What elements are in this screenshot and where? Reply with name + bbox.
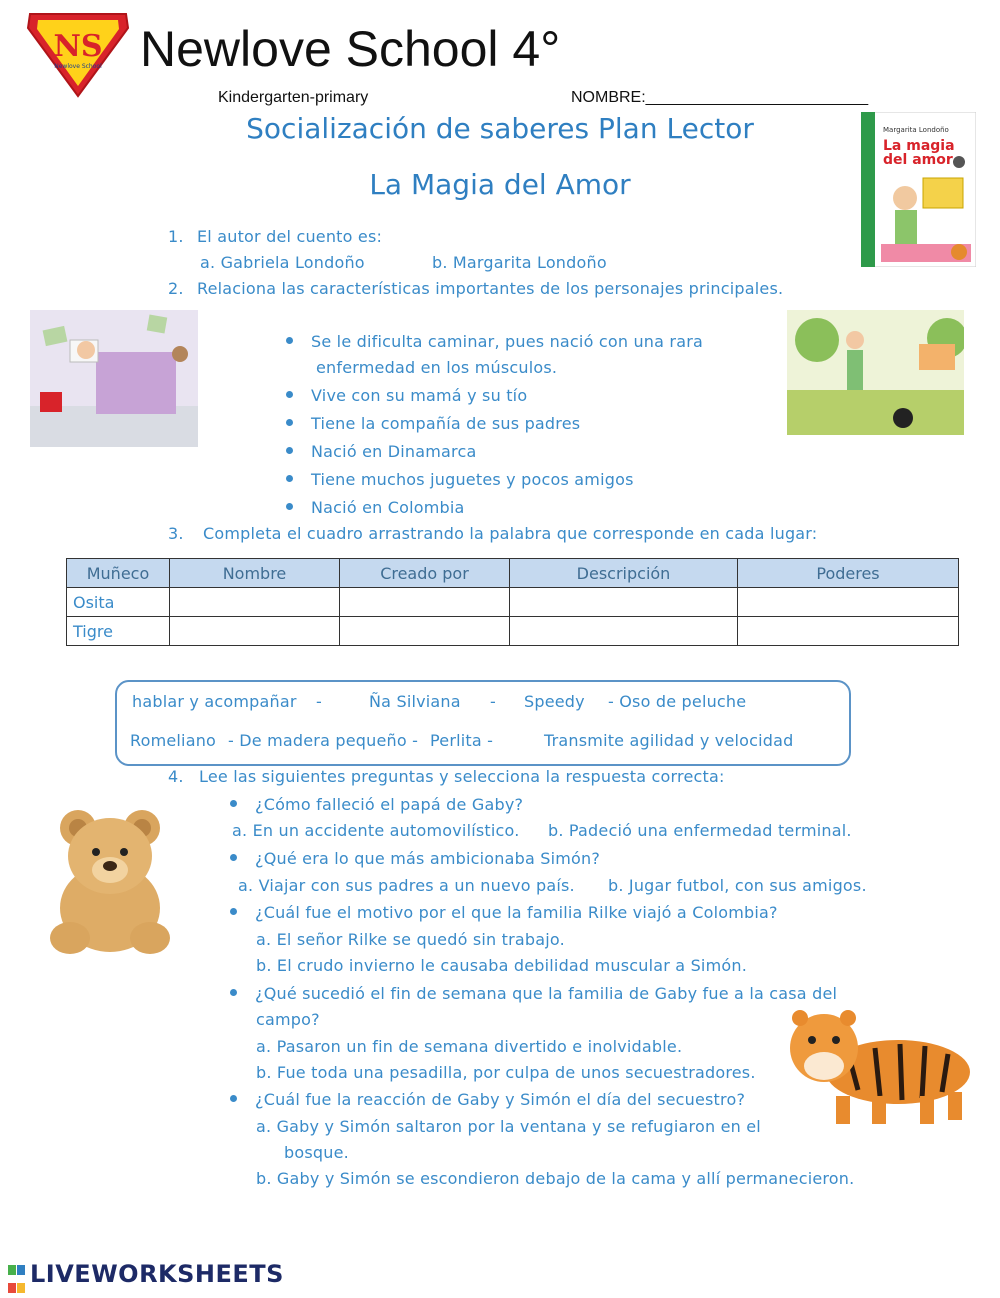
table-header-row [67,559,959,588]
q2-item-2[interactable]: Tiene la compañía de sus padres [286,414,580,433]
subtitle: Kindergarten-primary [218,89,369,106]
word-transmite-agilidad[interactable]: Transmite agilidad y velocidad [544,731,794,750]
col-header-descripcion: Descripción [510,559,738,588]
drop-cell[interactable] [738,588,959,617]
col-header-muneco: Muñeco [67,559,170,588]
q2-number: 2. [168,279,184,298]
svg-text:NS: NS [53,29,103,64]
q4-p5-option-a[interactable]: a. Gaby y Simón saltaron por la ventana y se refugiaron en el [256,1117,761,1136]
girl-in-bed-image [30,310,198,447]
school-logo [24,6,132,98]
q2-item-0-continued: enfermedad en los músculos. [316,358,558,377]
boy-playing-soccer-image [787,310,964,435]
tiger-image [780,1000,980,1130]
q4-p2-option-a[interactable]: a. Viajar con sus padres a un nuevo país. [238,876,575,895]
teddy-bear-image [40,798,180,958]
q2-text: Relaciona las características importantes de los personajes principales. [197,279,784,298]
word-perlita[interactable]: Perlita - [430,731,494,750]
word-romeliano[interactable]: Romeliano [130,731,217,750]
drop-cell[interactable] [510,617,738,646]
table-row [67,617,959,646]
word-de-madera-pequeno[interactable]: - De madera pequeño - [228,731,419,750]
q4-p4-option-b[interactable]: b. Fue toda una pesadilla, por culpa de unos secuestradores. [256,1063,756,1082]
table-row [67,588,959,617]
q4-p2-question: ¿Qué era lo que más ambicionaba Simón? [230,849,600,868]
q4-p4-question: ¿Qué sucedió el fin de semana que la familia de Gaby fue a la casa del [230,984,837,1003]
drop-cell[interactable] [170,617,340,646]
q4-text: Lee las siguientes preguntas y selecciona la respuesta correcta: [199,767,725,786]
q3-number: 3. [168,524,184,543]
drop-cell[interactable] [170,588,340,617]
word-speedy[interactable]: Speedy [524,692,585,711]
col-header-nombre: Nombre [170,559,340,588]
q1-text: El autor del cuento es: [197,227,383,246]
word-separator: - [490,692,496,711]
col-header-creado-por: Creado por [340,559,510,588]
word-na-silviana[interactable]: Ña Silviana [369,692,461,711]
q4-p2-option-b[interactable]: b. Jugar futbol, con sus amigos. [608,876,867,895]
svg-text:Newlove School: Newlove School [54,63,102,70]
q4-p3-option-a[interactable]: a. El señor Rilke se quedó sin trabajo. [256,930,565,949]
liveworksheets-logo-icon [8,1262,25,1298]
q4-p3-option-b[interactable]: b. El crudo invierno le causaba debilidad muscular a Simón. [256,956,747,975]
liveworksheets-brand[interactable]: LIVEWORKSHEETS [30,1260,284,1288]
col-header-poderes: Poderes [738,559,959,588]
drop-cell[interactable] [738,617,959,646]
name-field-label[interactable]: NOMBRE:_________________________ [571,89,869,106]
row-label-tigre: Tigre [67,617,170,646]
q4-p4-question-continued: campo? [256,1010,320,1029]
q4-p5-option-b[interactable]: b. Gaby y Simón se escondieron debajo de la cama y allí permanecieron. [256,1169,855,1188]
q4-p1-option-b[interactable]: b. Padeció una enfermedad terminal. [548,821,852,840]
q2-item-1[interactable]: Vive con su mamá y su tío [286,386,527,405]
q4-p4-option-a[interactable]: a. Pasaron un fin de semana divertido e inolvidable. [256,1037,683,1056]
word-hablar-y-acompanar[interactable]: hablar y acompañar [132,692,297,711]
q1-number: 1. [168,227,184,246]
q3-text: Completa el cuadro arrastrando la palabra que corresponde en cada lugar: [203,524,818,543]
word-separator: - [316,692,322,711]
page-title: Newlove School 4° [140,21,561,77]
q2-item-3[interactable]: Nació en Dinamarca [286,442,477,461]
q4-p1-question: ¿Cómo falleció el papá de Gaby? [230,795,523,814]
q4-p5-option-a-continued: bosque. [284,1143,349,1162]
svg-text:La magia: La magia [883,138,955,154]
q4-number: 4. [168,767,184,786]
book-title: La Magia del Amor [369,168,631,201]
q2-item-0[interactable]: Se le dificulta caminar, pues nació con una rara [286,332,703,351]
q1-option-a[interactable]: a. Gabriela Londoño [200,253,365,272]
q4-p1-option-a[interactable]: a. En un accidente automovilístico. [232,821,520,840]
svg-text:del amor: del amor [883,152,953,168]
q4-p3-question: ¿Cuál fue el motivo por el que la familia Rilke viajó a Colombia? [230,903,778,922]
q2-item-5[interactable]: Nació en Colombia [286,498,465,517]
word-oso-de-peluche[interactable]: - Oso de peluche [608,692,747,711]
drop-cell[interactable] [340,588,510,617]
character-table [66,558,959,646]
row-label-osita: Osita [67,588,170,617]
q1-option-b[interactable]: b. Margarita Londoño [432,253,607,272]
drop-cell[interactable] [340,617,510,646]
q4-p5-question: ¿Cuál fue la reacción de Gaby y Simón el día del secuestro? [230,1090,745,1109]
q2-item-4[interactable]: Tiene muchos juguetes y pocos amigos [286,470,634,489]
drop-cell[interactable] [510,588,738,617]
heading: Socialización de saberes Plan Lector [246,112,754,145]
svg-text:Margarita Londoño: Margarita Londoño [883,126,949,134]
book-cover-image [861,112,976,267]
